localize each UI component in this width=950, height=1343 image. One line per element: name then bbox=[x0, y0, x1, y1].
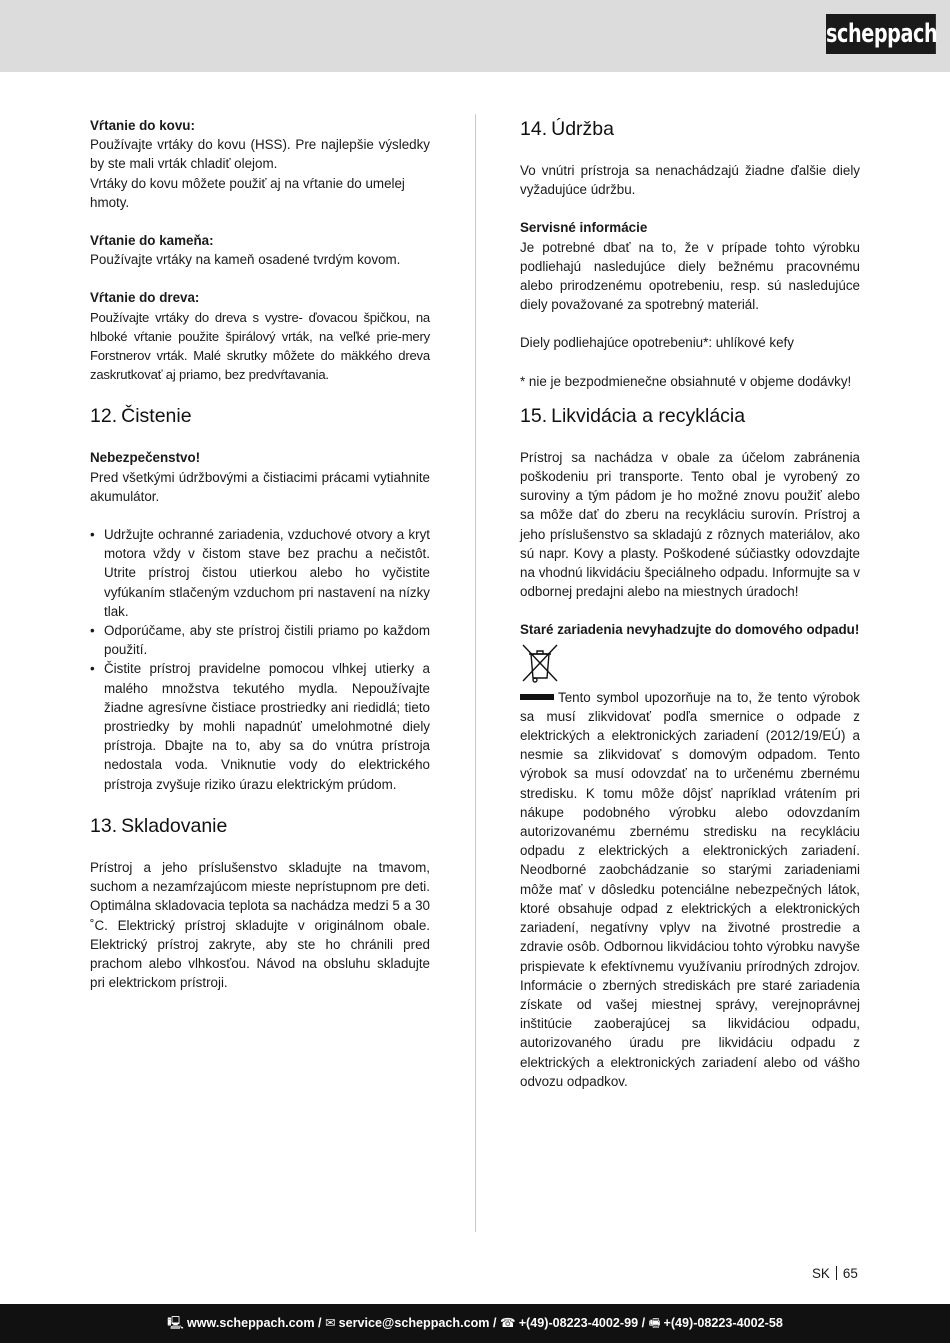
stone-drilling-title: Vŕtanie do kameňa: bbox=[90, 233, 214, 249]
footer-web[interactable]: www.scheppach.com / bbox=[186, 1316, 322, 1330]
header-band bbox=[0, 0, 950, 72]
footer-phone: +(49)-08223-4002-99 / bbox=[518, 1316, 646, 1330]
footer-email[interactable]: service@scheppach.com / bbox=[338, 1316, 497, 1330]
section-13-heading bbox=[90, 813, 430, 839]
section-14-number: 14. bbox=[520, 118, 548, 140]
email-icon: ✉ bbox=[325, 1316, 336, 1330]
weee-title: Staré zariadenia nevyhadzujte do domového odpadu! bbox=[520, 622, 860, 638]
wear-parts-text: Diely podliehajúce opotrebeniu*: uhlíkové kefy bbox=[520, 335, 794, 351]
danger-title: Nebezpečenstvo! bbox=[90, 450, 201, 466]
wood-drilling-title: Vŕtanie do dreva: bbox=[90, 290, 200, 306]
wood-drilling-text: Používajte vrtáky do dreva s vystre- ďovacou špičkou, na hlboké vŕtanie použite špirálový vrták, na veľké prie-mery Forstnerov vrták. Malé skrutky môžete do mäkkého dreva zaskrutkovať aj priamo, bez predvŕtavania. bbox=[90, 309, 430, 383]
scheppach-logo: scheppach bbox=[826, 14, 936, 54]
page-number-value: 65 bbox=[842, 1266, 858, 1281]
stone-drilling-text: Používajte vrtáky na kameň osadené tvrdým kovom. bbox=[90, 252, 401, 268]
section-12-title: Čistenie bbox=[121, 405, 192, 428]
metal-drilling-text: Používajte vrtáky do kovu (HSS). Pre najlepšie výsledky by ste mali vrták chladiť olejom. bbox=[90, 137, 430, 172]
list-item: • Udržujte ochranné zariadenia, vzduchové otvory a kryt motora vždy v čistom stave bez prachu a nečistôt. Utrite prístroj čistou utierkou alebo ho vyčistite vyfúkaním stlačeným vzduchom pri nastavení na nízky tlak. bbox=[90, 525, 430, 621]
cleaning-list bbox=[90, 525, 430, 794]
section-15-number: 15. bbox=[520, 404, 548, 427]
crossed-out-bin-icon bbox=[520, 642, 560, 686]
maintenance-text: Vo vnútri prístroja sa nenachádzajú žiadne ďalšie diely vyžadujúce údržbu. bbox=[520, 163, 860, 198]
section-15-heading bbox=[520, 403, 860, 429]
weee-text bbox=[520, 688, 860, 1091]
danger-text: Pred všetkými údržbovými a čistiacimi prácami vytiahnite akumulátor. bbox=[90, 469, 430, 504]
section-12-heading bbox=[90, 403, 430, 429]
metal-drilling-text-2: Vrtáky do kovu môžete použiť aj na vŕtanie do umelej hmoty. bbox=[90, 175, 405, 210]
page-number bbox=[812, 1265, 858, 1283]
list-item: • Odporúčame, aby ste prístroj čistili priamo po každom použití. bbox=[90, 621, 430, 659]
metal-drilling-title: Vŕtanie do kovu: bbox=[90, 118, 195, 133]
footer-fax: +(49)-08223-4002-58 bbox=[663, 1316, 783, 1330]
phone-icon: ☎ bbox=[500, 1316, 516, 1330]
right-column bbox=[520, 116, 860, 1091]
section-12-number: 12. bbox=[90, 405, 118, 428]
service-info-title: Servisné informácie bbox=[520, 220, 648, 236]
weee-bar-mark bbox=[520, 694, 554, 700]
fax-icon: 🖷 bbox=[648, 1316, 661, 1330]
left-column bbox=[90, 116, 430, 992]
weee-text-body: Tento symbol upozorňuje na to, že tento výrobok sa musí zlikvidovať podľa smernice o odpade z elektrických a elektronických zariadení (2012/19/EÚ) a nesmie sa zlikvidovať s domovým odpadom. Tento výrobok sa musí odovzdať na to určenému zbernému stredisku. K tomu môže dôjsť napríklad vrátením pri nákupe podobného výrobku alebo odovzdaním autorizovanému zbernému stredisku na recykláciu odpadu z elektrických a elektronických zariadení. Neodborné zaobchádzanie so starými zariadeniami môže mať v dôsledku potenciálne nebezpečných látok, ktoré obsahuje odpad z elektrických a elektronických zariadení, negatívny vplyv na životné prostredie a zdravie osôb. Odbornou likvidáciou tohto výrobku navyše prispievate k efektívnemu využívaniu prírodných zdrojov. Informácie o zberných strediskách pre staré zariadenia získate od vašej miestnej správy, verejnoprávnej inštitúcie zaoberajúcej sa likvidáciou odpadu, autorizovaného úradu pre likvidáciu odpadu z elektrických a elektronických zariadení alebo od vášho odvozu odpadkov. bbox=[520, 689, 860, 1089]
section-14-title: Údržba bbox=[551, 118, 614, 140]
page-language: SK bbox=[812, 1266, 830, 1281]
section-14-heading bbox=[520, 116, 860, 142]
disposal-text: Prístroj sa nachádza v obale za účelom zabránenia poškodeniu pri transporte. Tento obal je vyrobený zo suroviny a tým pádom je ho možné znovu použiť alebo sa môže dať do zberu na recykláciu surovín. Prístroj a jeho príslušenstvo sa skladajú z rôznych materiálov, ako sú napr. Kovy a plasty. Poškodené súčiastky odovzdajte na vhodnú likvidáciu špeciálneho odpadu. Informujte sa v odbornej predajni alebo na miestnych úradoch! bbox=[520, 449, 860, 600]
section-15-title: Likvidácia a recyklácia bbox=[551, 404, 746, 427]
footnote-text: * nie je bezpodmienečne obsiahnuté v objeme dodávky! bbox=[520, 373, 852, 389]
section-13-number: 13. bbox=[90, 814, 118, 837]
list-item: • Čistite prístroj pravidelne pomocou vlhkej utierky a malého množstva tekutého mydla. Nepoužívajte žiadne agresívne čistiace prostriedky ani riedidlá; tieto prostriedky by mohli napadnúť umelohmotné diely prístroja. Dbajte na to, aby sa do vnútra prístroja nedostala voda. Vniknutie vody do elektrického prístroja zvyšuje riziko úrazu elektrickým prúdom. bbox=[90, 659, 430, 793]
footer-bar bbox=[0, 1304, 950, 1343]
storage-text: Prístroj a jeho príslušenstvo skladujte na tmavom, suchom a nezamŕzajúcom mieste neprístupnom pre deti. Optimálna skladovacia teplota sa nachádza medzi 5 a 30 ˚C. Elektrický prístroj skladujte v originálnom obale. Elektrický prístroj zakryte, aby ste ho chránili pred prachom alebo vlhkosťou. Návod na obsluhu skladujte pri elektrickom prístroji. bbox=[90, 859, 430, 991]
column-divider bbox=[475, 114, 476, 1232]
service-info-text: Je potrebné dbať na to, že v prípade tohto výrobku podliehajú nasledujúce diely bežnému pracovnému alebo prirodzenému opotrebeniu, resp. sú nasledujúce diely považované za spotrebný materiál. bbox=[520, 239, 860, 313]
computer-icon: 🖳 bbox=[167, 1316, 184, 1330]
section-13-title: Skladovanie bbox=[121, 814, 228, 837]
